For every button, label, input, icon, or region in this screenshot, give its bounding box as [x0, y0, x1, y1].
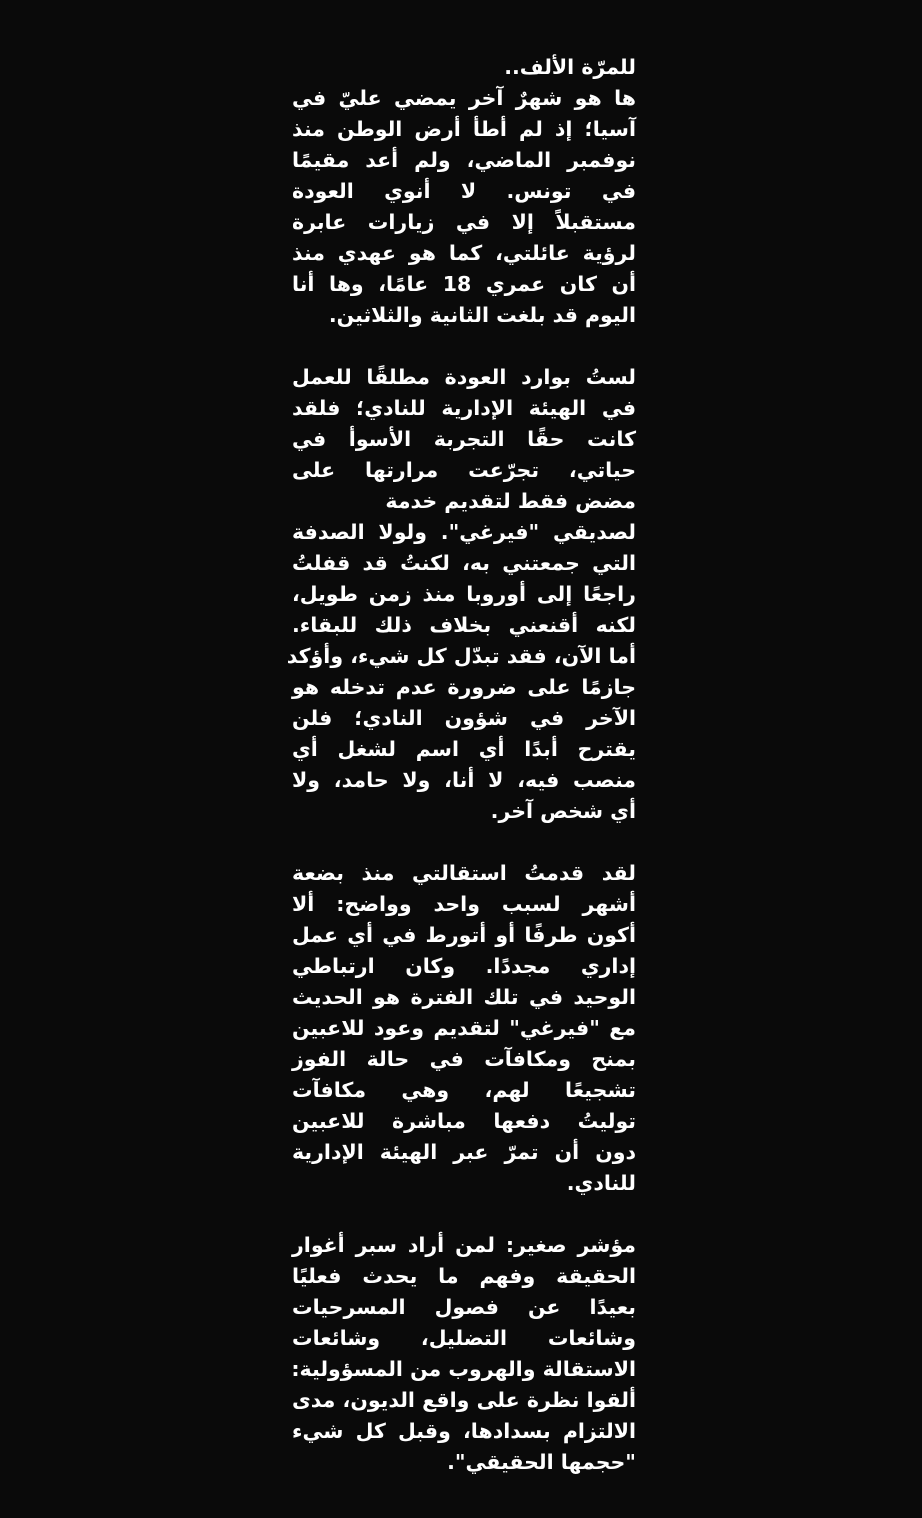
text-line: دون أن تمرّ عبر الهيئة الإدارية [292, 1140, 636, 1164]
text-line: منصب فيه، لا أنا، ولا حامد، ولا [292, 768, 636, 792]
text-line: أي شخص آخر. [490, 799, 636, 823]
text-line: الالتزام بسدادها، وقبل كل شيء [292, 1419, 636, 1443]
paragraph-gap [292, 1199, 636, 1230]
text-line: حياتي، تجرّعت مرارتها على [292, 458, 636, 482]
text-line: آسيا؛ إذ لم أطأ أرض الوطن منذ [292, 117, 636, 141]
text-line: في الهيئة الإدارية للنادي؛ فلقد [292, 396, 636, 420]
text-line: يقترح أبدًا أي اسم لشغل أي [292, 737, 636, 761]
text-line: الوحيد في تلك الفترة هو الحديث [292, 985, 636, 1009]
text-line: اليوم قد بلغت الثانية والثلاثين. [328, 303, 636, 327]
text-line: بمنح ومكافآت في حالة الفوز [292, 1047, 636, 1071]
text-line: نوفمبر الماضي، ولم أعد مقيمًا [292, 148, 636, 172]
text-line: توليتُ دفعها مباشرة للاعبين [292, 1109, 636, 1133]
text-line: في تونس. لا أنوي العودة [292, 179, 636, 203]
paragraph-4 [292, 1230, 636, 1478]
text-line: ها هو شهرٌ آخر يمضي عليّ في [292, 86, 636, 110]
text-line: الحقيقة وفهم ما يحدث فعليًا [292, 1264, 636, 1288]
text-line: للمرّة الألف.. [504, 55, 636, 79]
text-line: تشجيعًا لهم، وهي مكافآت [292, 1078, 636, 1102]
text-line: أن كان عمري 18 عامًا، وها أنا [292, 272, 636, 296]
paragraph-3 [292, 858, 636, 1199]
text-line: لرؤية عائلتي، كما هو عهدي منذ [292, 241, 636, 265]
paragraph-1 [292, 52, 636, 331]
text-line: إداري مجددًا. وكان ارتباطي [292, 954, 636, 978]
text-line: لقد قدمتُ استقالتي منذ بضعة [292, 861, 636, 885]
text-line: أكون طرفًا أو أتورط في أي عمل [292, 923, 636, 947]
text-line: وشائعات التضليل، وشائعات [292, 1326, 636, 1350]
text-line: مع "فيرغي" لتقديم وعود للاعبين [292, 1016, 636, 1040]
paragraph-gap [292, 827, 636, 858]
text-line: لكنه أقنعني بخلاف ذلك للبقاء. [292, 613, 636, 637]
text-line: الاستقالة والهروب من المسؤولية: [291, 1357, 636, 1381]
text-line: الآخر في شؤون النادي؛ فلن [292, 706, 636, 730]
text-line: بعيدًا عن فصول المسرحيات [292, 1295, 636, 1319]
text-line: للنادي. [566, 1171, 636, 1195]
text-line: كانت حقًا التجربة الأسوأ في [292, 427, 636, 451]
text-line: جازمًا على ضرورة عدم تدخله هو [292, 675, 636, 699]
text-line: أشهر لسبب واحد وواضح: ألا [292, 892, 636, 916]
text-line: "حجمها الحقيقي". [447, 1450, 636, 1474]
paragraph-gap [292, 331, 636, 362]
text-line: مستقبلاً إلا في زيارات عابرة [292, 210, 636, 234]
text-line: مؤشر صغير: لمن أراد سبر أغوار [292, 1233, 636, 1257]
text-line: أما الآن، فقد تبدّل كل شيء، وأؤكد [286, 644, 636, 668]
text-line: مضض فقط لتقديم خدمة [385, 489, 636, 513]
text-line: لستُ بوارد العودة مطلقًا للعمل [292, 365, 636, 389]
text-line: راجعًا إلى أوروبا منذ زمن طويل، [292, 582, 636, 606]
post-text [286, 52, 636, 1478]
text-line: ألقوا نظرة على واقع الديون، مدى [292, 1388, 636, 1412]
text-line: التي جمعتني به، لكنتُ قد قفلتُ [292, 551, 636, 575]
text-line: لصديقي "فيرغي". ولولا الصدفة [292, 520, 636, 544]
paragraph-2 [286, 362, 636, 827]
